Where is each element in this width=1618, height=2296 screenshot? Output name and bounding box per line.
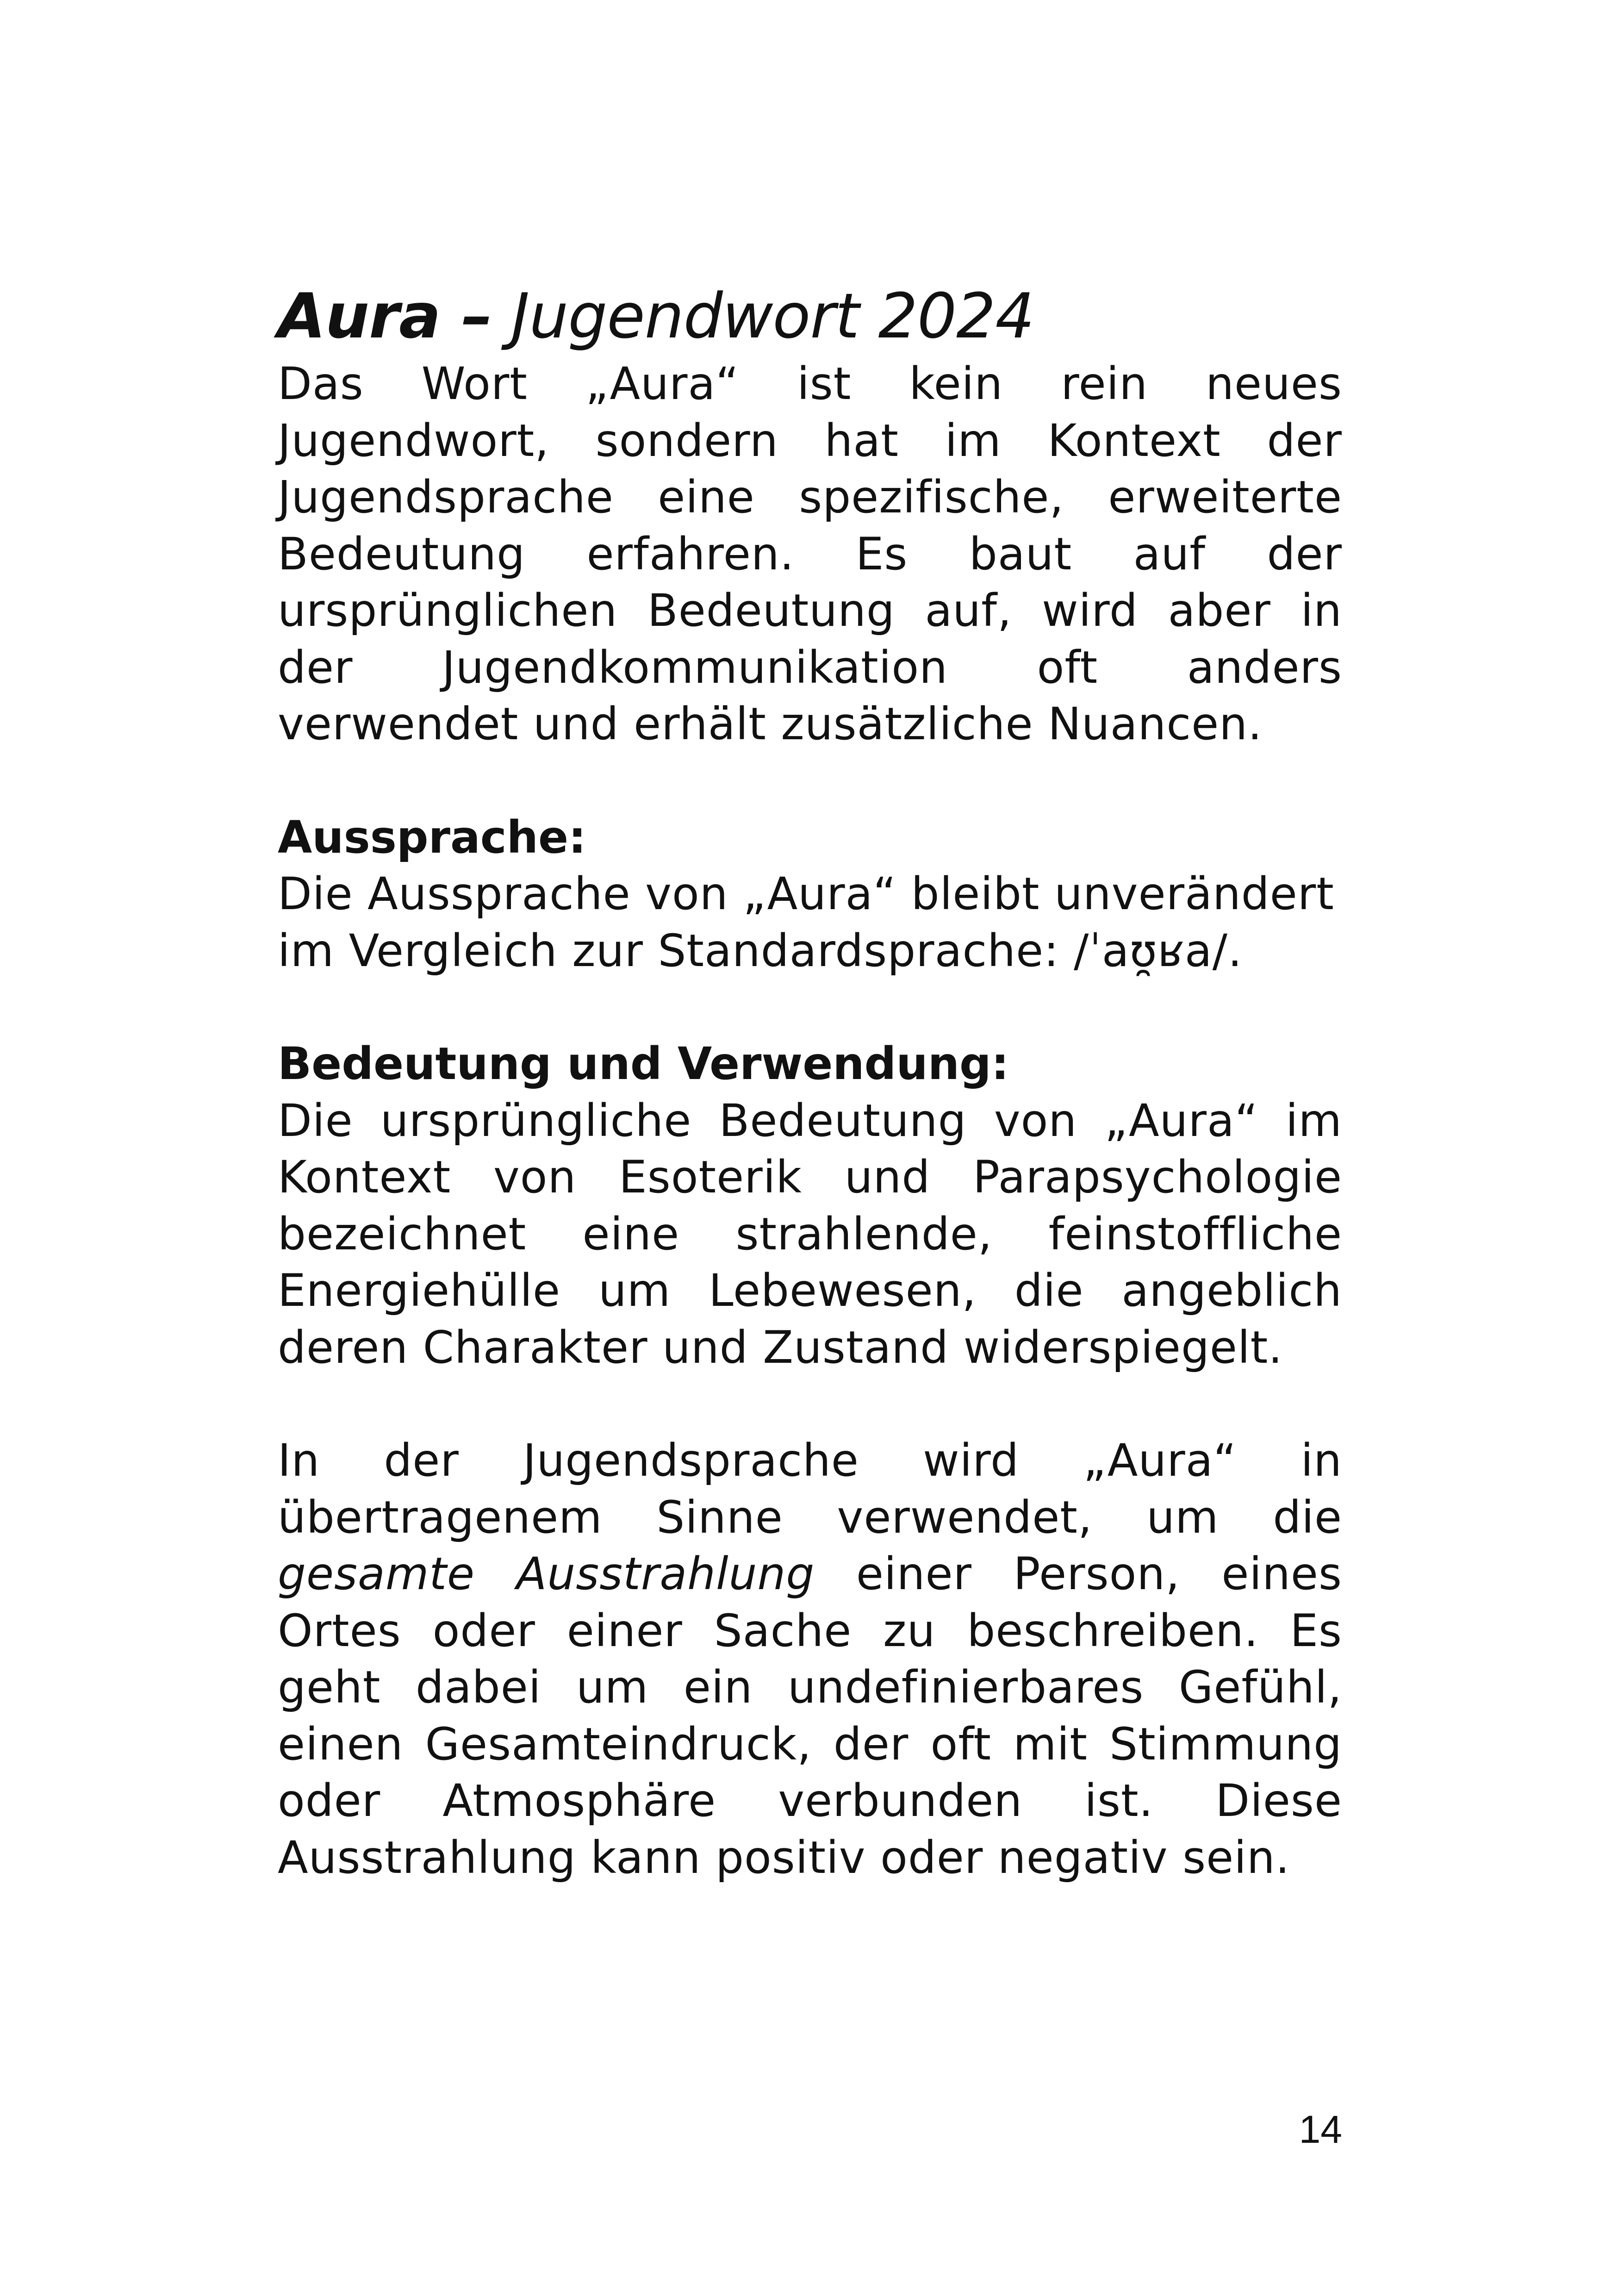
title-bold-part: Aura –	[278, 280, 492, 352]
paragraph-spacer	[278, 1376, 1342, 1432]
page-content	[278, 277, 1342, 1886]
bedeutung-paragraph-1: Die ursprüngliche Bedeutung von „Aura“ im Kontext von Esoterik und Parapsychologie bezeichnet eine strahlende, feinstoffliche Energiehülle um Lebewesen, die angeblich deren Charakter und Zustand widerspiegelt.	[278, 1094, 1342, 1373]
page-title	[278, 277, 1342, 356]
section-spacer	[278, 979, 1342, 1036]
title-light-part: Jugendwort 2024	[492, 280, 1034, 352]
para2-emphasis: gesamte Ausstrahlung	[278, 1548, 815, 1600]
page-number: 14	[1299, 2108, 1342, 2151]
para2-text-after: einer Person, eines Ortes oder einer Sache zu beschreiben. Es geht dabei um ein undefinierbares Gefühl, einen Gesamteindruck, der oft mit Stimmung oder Atmosphäre verbunden ist. Diese Ausstrahlung kann positiv oder negativ sein.	[278, 1548, 1342, 1884]
aussprache-heading: Aussprache:	[278, 811, 586, 863]
bedeutung-paragraph-2	[278, 1432, 1342, 1886]
para2-text-before: In der Jugendsprache wird „Aura“ in übertragenem Sinne verwendet, um die	[278, 1435, 1342, 1543]
intro-paragraph: Das Wort „Aura“ ist kein rein neues Jugendwort, sondern hat im Kontext der Jugendsprache eine spezifische, erweiterte Bedeutung erfahren. Es baut auf der ursprünglichen Bedeutung auf, wird aber in der Jugendkommunikation oft anders verwendet und erhält zusätzliche Nuancen.	[278, 358, 1342, 750]
bedeutung-heading: Bedeutung und Verwendung:	[278, 1038, 1009, 1090]
section-spacer	[278, 753, 1342, 809]
aussprache-paragraph: Die Aussprache von „Aura“ bleibt unverändert im Vergleich zur Standardsprache: /ˈaʊ̯ʁa/.	[278, 868, 1334, 977]
